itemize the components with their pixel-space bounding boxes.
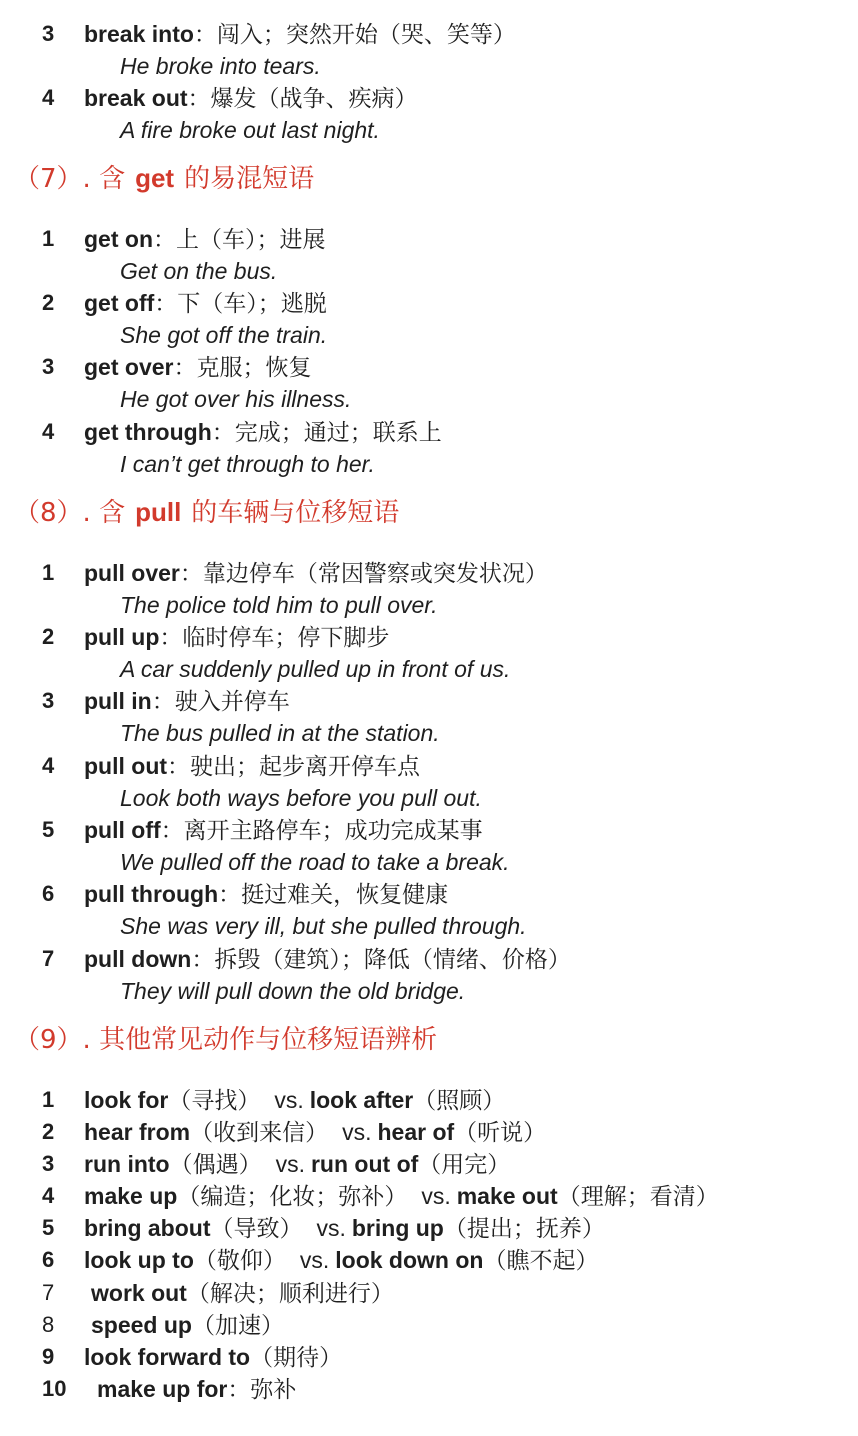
definition: 上（车）；进展 xyxy=(176,227,326,253)
example-text: She got off the train. xyxy=(120,322,328,348)
meaning: （解决；顺利进行） xyxy=(186,1281,394,1307)
phrase: get over xyxy=(84,354,174,380)
meaning-b: （用完） xyxy=(418,1152,511,1178)
phrase: pull through xyxy=(84,881,219,907)
item-number: 6 xyxy=(42,881,55,906)
comparison-entry xyxy=(84,1185,719,1209)
example-text: Look both ways before you pull out. xyxy=(120,785,482,811)
definition: 完成；通过；联系上 xyxy=(234,420,442,446)
vs-label: vs. xyxy=(275,1151,305,1177)
comparison-entry xyxy=(84,1121,546,1145)
colon: ： xyxy=(153,227,176,253)
colon: ： xyxy=(151,689,175,715)
phrase-entry xyxy=(91,1282,394,1306)
section-heading-get xyxy=(14,165,314,192)
phrase: speed up xyxy=(91,1312,192,1338)
phrase: get on xyxy=(84,226,153,252)
meaning: ：弥补 xyxy=(227,1377,297,1403)
phrase-a: bring about xyxy=(84,1215,211,1241)
colon: ： xyxy=(179,561,203,587)
item-number: 3 xyxy=(42,354,55,379)
definition: 克服；恢复 xyxy=(196,355,312,381)
example-text: She was very ill, but she pulled through. xyxy=(120,913,527,939)
meaning-b: （理解；看清） xyxy=(557,1184,719,1210)
comparison-entry xyxy=(84,1217,605,1241)
colon: ： xyxy=(211,420,235,446)
phrase-entry xyxy=(84,292,327,316)
phrase-entry xyxy=(84,1346,342,1370)
phrase: pull off xyxy=(84,817,161,843)
item-number: 7 xyxy=(42,946,55,971)
phrase-a: hear from xyxy=(84,1119,191,1145)
item-number: 3 xyxy=(42,21,55,46)
example-text: He got over his illness. xyxy=(120,386,352,412)
colon: ： xyxy=(154,291,178,317)
phrase-entry xyxy=(84,690,290,714)
heading-keyword: pull xyxy=(135,497,182,527)
meaning-b: （照顾） xyxy=(413,1088,506,1114)
section-heading-pull xyxy=(14,499,399,526)
phrase-entry xyxy=(84,755,420,779)
example-text: He broke into tears. xyxy=(120,53,321,79)
item-number: 1 xyxy=(42,226,55,251)
colon: ： xyxy=(160,818,184,844)
definition: 闯入；突然开始（哭、笑等） xyxy=(216,22,516,48)
phrase-entry xyxy=(84,948,571,972)
colon: ： xyxy=(191,947,215,973)
example-text: We pulled off the road to take a break. xyxy=(120,849,510,875)
item-number: 1 xyxy=(42,560,55,585)
meaning-a: （敬仰） xyxy=(193,1248,286,1274)
definition: 离开主路停车；成功完成某事 xyxy=(183,818,483,844)
item-number: 3 xyxy=(42,688,55,713)
definition: 驶入并停车 xyxy=(174,689,290,715)
colon: ： xyxy=(218,882,242,908)
item-number: 10 xyxy=(42,1376,67,1401)
example-text: They will pull down the old bridge. xyxy=(120,978,466,1004)
definition: 下（车）；逃脱 xyxy=(177,291,327,317)
comparison-entry xyxy=(84,1089,505,1113)
meaning-a: （收到来信） xyxy=(190,1120,329,1146)
vs-label: vs. xyxy=(421,1183,451,1209)
phrase-a: look for xyxy=(84,1087,169,1113)
phrase-entry xyxy=(91,1314,284,1338)
phrase: make up for xyxy=(97,1376,228,1402)
phrase-b: bring up xyxy=(351,1215,444,1241)
phrase: pull down xyxy=(84,946,192,972)
phrase-entry xyxy=(84,228,326,252)
meaning-b: （提出；抚养） xyxy=(443,1216,605,1242)
item-number: 5 xyxy=(42,817,55,842)
vs-label: vs. xyxy=(274,1087,304,1113)
example-text: The police told him to pull over. xyxy=(120,592,438,618)
heading-suffix: 的易混短语 xyxy=(184,164,315,194)
vs-label: vs. xyxy=(299,1247,330,1273)
phrase: look forward to xyxy=(84,1344,251,1370)
phrase-entry xyxy=(97,1378,296,1402)
definition: 拆毁（建筑）；降低（情绪、价格） xyxy=(214,947,571,973)
item-number: 5 xyxy=(42,1215,55,1240)
phrase: break out xyxy=(84,85,188,111)
comparison-entry xyxy=(84,1153,510,1177)
vs-label: vs. xyxy=(316,1215,346,1241)
definition: 驶出；起步离开停车点 xyxy=(190,754,421,780)
example-text: A car suddenly pulled up in front of us. xyxy=(120,656,511,682)
phrase: pull over xyxy=(84,560,180,586)
colon: ： xyxy=(173,355,197,381)
heading-suffix: 的车辆与位移短语 xyxy=(191,498,400,528)
phrase-entry xyxy=(84,356,311,380)
phrase-entry xyxy=(84,87,418,111)
colon: ： xyxy=(167,754,191,780)
comparison-entry xyxy=(84,1249,598,1273)
phrase: get off xyxy=(84,290,155,316)
phrase-b: look down on xyxy=(335,1247,484,1273)
phrase-b: run out of xyxy=(310,1151,419,1177)
vs-label: vs. xyxy=(342,1119,372,1145)
item-number: 1 xyxy=(42,1087,55,1112)
definition: 挺过难关，恢复健康 xyxy=(241,882,449,908)
example-text: Get on the bus. xyxy=(120,258,278,284)
example-text: The bus pulled in at the station. xyxy=(120,720,440,746)
phrase-entry xyxy=(84,562,548,586)
phrase-a: look up to xyxy=(84,1247,194,1273)
meaning: （加速） xyxy=(191,1313,284,1339)
phrase-entry xyxy=(84,421,442,445)
item-number: 4 xyxy=(42,1183,55,1208)
phrase-b: make out xyxy=(456,1183,558,1209)
meaning-a: （偶遇） xyxy=(169,1152,262,1178)
phrase-entry xyxy=(84,23,516,47)
phrase: work out xyxy=(91,1280,187,1306)
item-number: 3 xyxy=(42,1151,55,1176)
heading-prefix: （7）. 含 xyxy=(14,164,126,194)
meaning-b: （听说） xyxy=(454,1120,547,1146)
item-number: 6 xyxy=(42,1247,55,1272)
colon: ： xyxy=(159,625,183,651)
colon: ： xyxy=(193,22,217,48)
item-number: 9 xyxy=(42,1344,55,1369)
definition: 爆发（战争、疾病） xyxy=(210,86,418,112)
meaning-a: （编造；化妆；弥补） xyxy=(177,1184,408,1210)
meaning-b: （瞧不起） xyxy=(483,1248,599,1274)
definition: 临时停车；停下脚步 xyxy=(182,625,390,651)
meaning: （期待） xyxy=(250,1345,343,1371)
example-text: I can’t get through to her. xyxy=(120,451,375,477)
phrase: break into xyxy=(84,21,194,47)
phrase: pull in xyxy=(84,688,152,714)
heading-text: （9）. 其他常见动作与位移短语辨析 xyxy=(14,1025,438,1055)
section-heading-misc xyxy=(14,1026,437,1053)
phrase: pull up xyxy=(84,624,160,650)
phrase-b: hear of xyxy=(377,1119,455,1145)
meaning-a: （导致） xyxy=(210,1216,303,1242)
phrase-b: look after xyxy=(309,1087,414,1113)
definition: 靠边停车（常因警察或突发状况） xyxy=(202,561,548,587)
item-number: 2 xyxy=(42,290,55,315)
phrase: get through xyxy=(84,419,212,445)
heading-prefix: （8）. 含 xyxy=(14,498,126,528)
phrase-entry xyxy=(84,626,389,650)
phrase: pull out xyxy=(84,753,168,779)
example-text: A fire broke out last night. xyxy=(120,117,380,143)
item-number: 2 xyxy=(42,624,55,649)
phrase-entry xyxy=(84,819,483,843)
item-number: 8 xyxy=(42,1312,55,1337)
phrase-entry xyxy=(84,883,448,907)
phrase-a: run into xyxy=(84,1151,170,1177)
meaning-a: （寻找） xyxy=(168,1088,261,1114)
item-number: 4 xyxy=(42,419,55,444)
item-number: 7 xyxy=(42,1280,55,1305)
item-number: 2 xyxy=(42,1119,55,1144)
phrase-a: make up xyxy=(84,1183,178,1209)
colon: ： xyxy=(187,86,211,112)
heading-keyword: get xyxy=(135,163,175,193)
item-number: 4 xyxy=(42,85,55,110)
item-number: 4 xyxy=(42,753,55,778)
